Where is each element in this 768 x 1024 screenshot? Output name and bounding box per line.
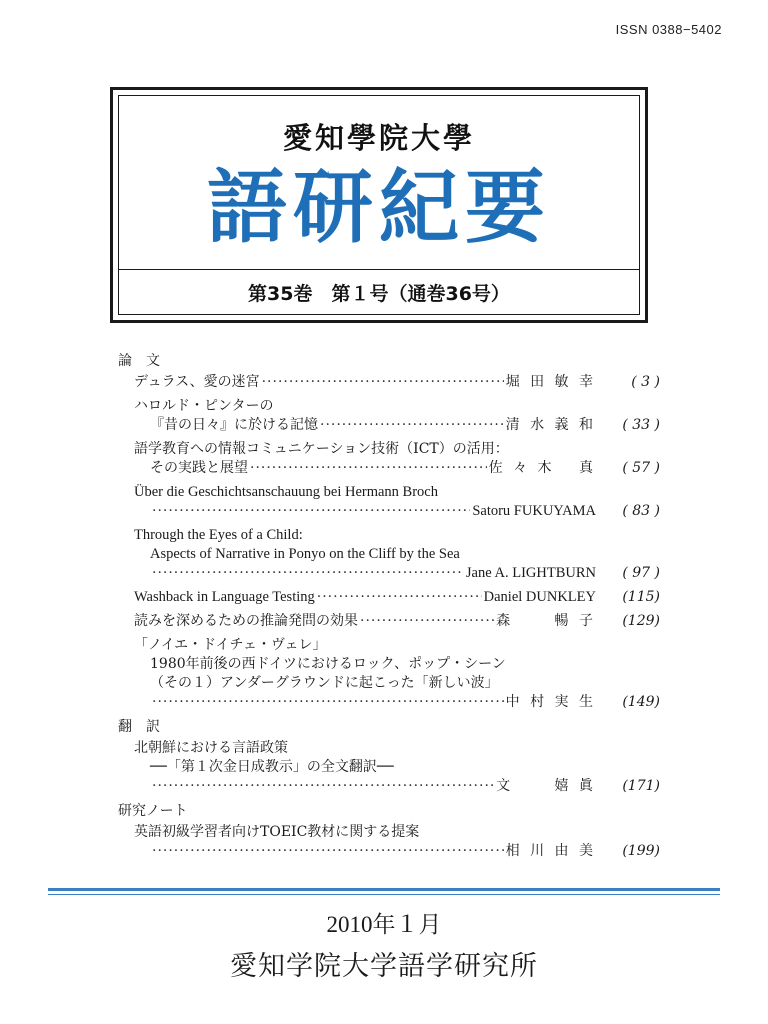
entry-page-number: ( 57 ) bbox=[622, 460, 660, 476]
dot-leader bbox=[360, 612, 494, 631]
entry-title-line: 語学教育への情報コミュニケーション技術（ICT）の活用： bbox=[134, 441, 509, 457]
entry-title: 読みを深めるための推論発問の効果 bbox=[134, 613, 358, 629]
volume-issue: 第35巻 第１号（通巻36号） bbox=[119, 269, 639, 314]
dot-leader bbox=[152, 693, 504, 712]
entry-page-number: (115) bbox=[622, 589, 660, 605]
toc-entry bbox=[118, 636, 660, 712]
publication-date: 2010年１月 bbox=[326, 912, 442, 937]
footer-rule-thin bbox=[48, 894, 720, 895]
entry-page-number: (199) bbox=[622, 843, 660, 859]
entry-title-line: Aspects of Narrative in Ponyo on the Cliff by the Sea bbox=[150, 546, 460, 562]
section-heading: 研究ノート bbox=[118, 803, 188, 819]
entry-title: デュラス、愛の迷宮 bbox=[134, 374, 260, 390]
entry-title-line: 「ノイエ・ドイチェ・ヴェレ」 bbox=[134, 637, 327, 653]
entry-title-line: Through the Eyes of a Child: bbox=[134, 527, 303, 543]
toc-entry bbox=[118, 823, 660, 861]
entry-page-number: ( 83 ) bbox=[622, 503, 660, 519]
dot-leader bbox=[152, 564, 464, 583]
footer-rule-thick bbox=[48, 888, 720, 891]
entry-title-line: （その１）アンダーグラウンドに起こった「新しい波」 bbox=[150, 675, 499, 691]
entry-author: 相 川 由 美 bbox=[505, 843, 596, 859]
toc-entry bbox=[118, 612, 660, 631]
entry-author: 中 村 実 生 bbox=[505, 694, 596, 710]
entry-page-number: ( 33 ) bbox=[622, 417, 660, 433]
entry-page-number: (129) bbox=[622, 613, 660, 629]
entry-row bbox=[134, 564, 660, 583]
entry-row bbox=[134, 612, 660, 631]
dot-leader bbox=[152, 502, 470, 521]
entry-author: 文 嬉 眞 bbox=[496, 778, 596, 794]
entry-row bbox=[134, 842, 660, 861]
entry-row bbox=[134, 416, 660, 435]
dot-leader bbox=[152, 777, 494, 796]
university-name: 愛知學院大學 bbox=[282, 121, 475, 155]
entry-row bbox=[134, 777, 660, 796]
dot-leader bbox=[320, 416, 504, 435]
entry-title-line: 1980年前後の西ドイツにおけるロック、ポップ・シーン bbox=[150, 656, 506, 672]
entry-page-number: (171) bbox=[622, 778, 660, 794]
entry-author: 清 水 義 和 bbox=[505, 417, 596, 433]
entry-author: Jane A. LIGHTBURN bbox=[465, 565, 596, 581]
cover-title-box bbox=[110, 87, 648, 323]
entry-author: 森 暢 子 bbox=[496, 613, 596, 629]
entry-title-line: ハロルド・ピンターの bbox=[134, 398, 274, 414]
dot-leader bbox=[250, 459, 487, 478]
entry-title-line: 北朝鮮における言語政策 bbox=[134, 740, 288, 756]
entry-page-number: ( 97 ) bbox=[622, 565, 660, 581]
dot-leader bbox=[152, 842, 504, 861]
toc-entry bbox=[118, 588, 660, 607]
journal-title: 語研紀要 bbox=[207, 161, 551, 254]
entry-author: 佐 々 木 真 bbox=[488, 460, 596, 476]
publisher-name: 愛知学院大学語学研究所 bbox=[230, 951, 538, 982]
entry-title: その実践と展望 bbox=[150, 460, 248, 476]
toc-entry bbox=[118, 373, 660, 392]
dot-leader bbox=[262, 373, 504, 392]
entry-title-line: Über die Geschichtsanschauung bei Hermann Broch bbox=[134, 484, 438, 500]
entry-row bbox=[134, 373, 660, 392]
section-heading: 翻 訳 bbox=[118, 719, 160, 735]
dot-leader bbox=[317, 588, 482, 607]
issn-number: ISSN 0388−5402 bbox=[615, 22, 722, 37]
toc-entry bbox=[118, 397, 660, 435]
entry-title-line: ──「第１次金日成教示」の全文翻訳── bbox=[150, 759, 394, 775]
table-of-contents bbox=[118, 346, 660, 866]
toc-entry bbox=[118, 483, 660, 521]
entry-title: 『昔の日々』に於ける記憶 bbox=[150, 417, 318, 433]
entry-author: Satoru FUKUYAMA bbox=[472, 503, 596, 519]
entry-author: Daniel DUNKLEY bbox=[483, 589, 596, 605]
entry-row bbox=[134, 459, 660, 478]
toc-entry bbox=[118, 739, 660, 796]
entry-page-number: ( 3 ) bbox=[631, 374, 660, 390]
entry-row bbox=[134, 693, 660, 712]
entry-title: Washback in Language Testing bbox=[134, 589, 315, 605]
entry-row bbox=[134, 588, 660, 607]
entry-row bbox=[134, 502, 660, 521]
entry-page-number: (149) bbox=[622, 694, 660, 710]
entry-author: 堀 田 敏 幸 bbox=[505, 374, 596, 390]
cover-title-inner bbox=[118, 95, 640, 315]
toc-entry bbox=[118, 526, 660, 583]
section-heading: 論 文 bbox=[118, 353, 160, 369]
toc-entry bbox=[118, 440, 660, 478]
entry-title-line: 英語初級学習者向けTOEIC教材に関する提案 bbox=[134, 824, 420, 840]
